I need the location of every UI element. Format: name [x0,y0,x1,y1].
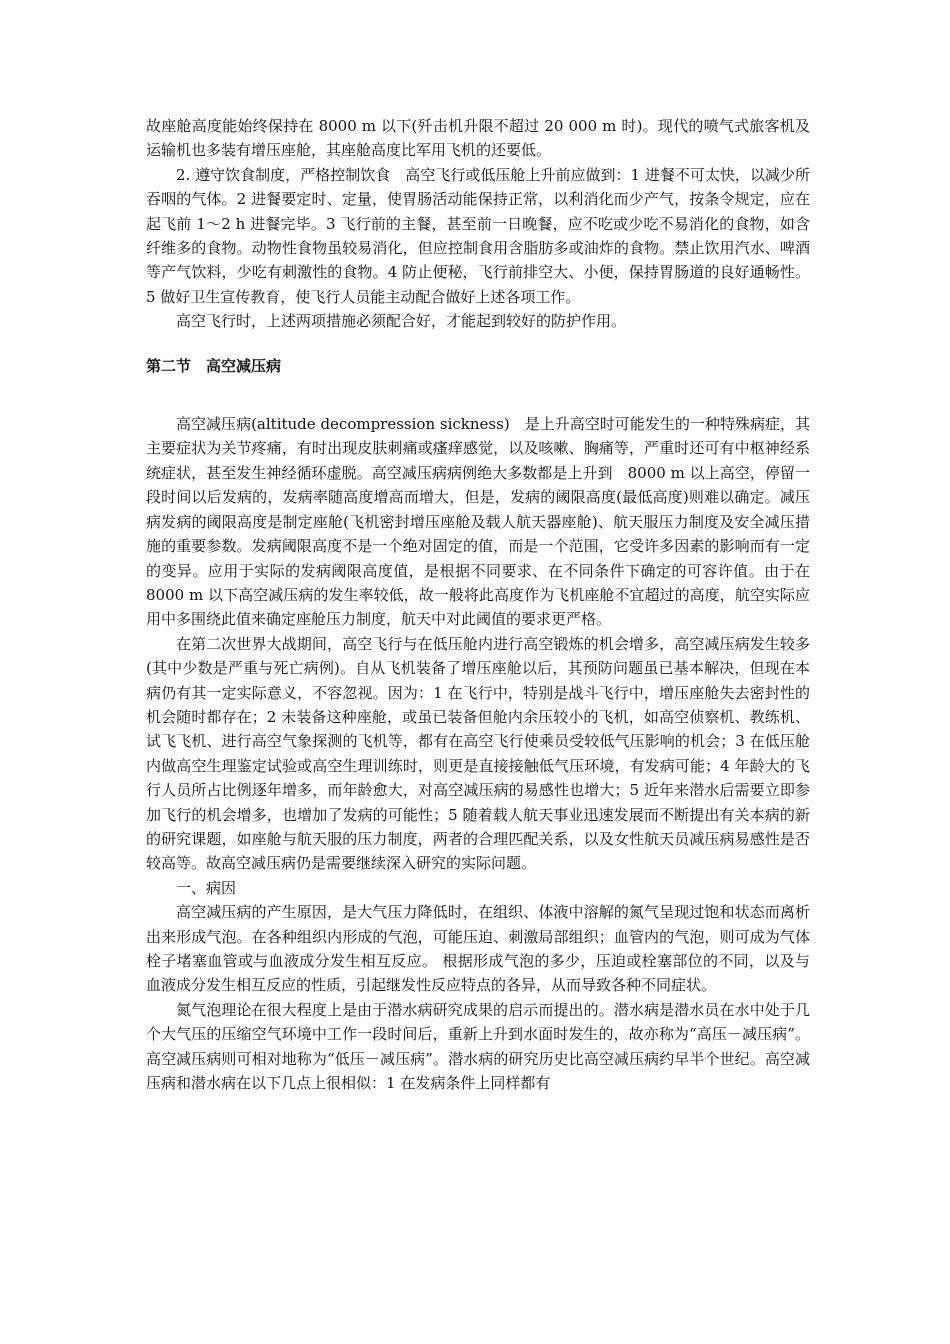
paragraph-nitrogen-bubble-theory: 氮气泡理论在很大程度上是由于潜水病研究成果的启示而提出的。潜水病是潜水员在水中处于几个大气压的压缩空气环境中工作一段时间后，重新上升到水面时发生的，故亦称为“高压－减压病”。高空减压病则可相对地称为“低压－减压病”。潜水病的研究历史比高空减压病约早半个世纪。高空减压病和潜水病在以下几点上很相似：1 在发病条件上同样都有 [146,1000,810,1093]
paragraph-cabin-altitude: 故座舱高度能始终保持在 8000 m 以下(歼击机升限不超过 20 000 m 时)。现代的喷气式旅客机及运输机也多装有增压座舱，其座舱高度比军用飞机的还要低。 [146,117,810,160]
paragraph-wwii-history: 在第二次世界大战期间，高空飞行与在低压舱内进行高空锻炼的机会增多，高空减压病发生较多(其中少数是严重与死亡病例)。自从飞机装备了增压座舱以后，其预防问题虽已基本解决，但现在本病仍有其一定实际意义，不容忽视。因为：1 在飞行中，特别是战斗飞行中，增压座舱失去密封性的机会随时都存在；2 未装备这种座舱，或虽已装备但舱内余压较小的飞机，如高空侦察机、教练机、试飞飞机、进行高空气象探测的飞机等，都有在高空飞行使乘员受较低气压影响的机会；3 在低压舱内做高空生理鉴定试验或高空生理训练时，则更是直接接触低气压环境，有发病可能；4 年龄大的飞行人员所占比例逐年增多，而年龄愈大，对高空减压病的易感性也增大；5 近年来潜水后需要立即参加飞行的机会增多，也增加了发病的可能性；5 随着载人航天事业迅速发展而不断提出有关本病的新的研究课题，如座舱与航天服的压力制度，两者的合理匹配关系，以及女性航天员减压病易感性是否较高等。故高空减压病仍是需要继续深入研究的实际问题。 [146,634,810,873]
document-page [146,114,810,1095]
subheading-cause: 一、病因 [176,878,237,897]
paragraph-protection-summary: 高空飞行时，上述两项措施必须配合好，才能起到较好的防护作用。 [176,312,627,331]
paragraph-diet-control: 2. 遵守饮食制度，严格控制饮食 高空飞行或低压舱上升前应做到：1 进餐不可太快，以减少所吞咽的气体。2 进餐要定时、定量，使胃肠活动能保持正常，以利消化而少产气，按条令规定，应在起飞前 1～2 h 进餐完毕。3 飞行前的主餐，甚至前一日晚餐，应不吃或少吃不易消化的食物，如含纤维多的食物。动物性食物虽较易消化，但应控制食用含脂肪多或油炸的食物。禁止饮用汽水、啤酒等产气饮料，少吃有刺激性的食物。4 防止便秘，飞行前排空大、小便，保持胃肠道的良好通畅性。5 做好卫生宣传教育，使飞行人员能主动配合做好上述各项工作。 [146,165,810,306]
section-title: 第二节 高空减压病 [146,356,282,375]
paragraph-decompression-definition: 高空减压病(altitude decompression sickness) 是上升高空时可能发生的一种特殊病症，其主要症状为关节疼痛，有时出现皮肤刺痛或瘙痒感觉，以及咳嗽、胸痛等，严重时还可有中枢神经系统症状，甚至发生神经循环虚脱。高空减压病病例绝大多数都是上升到 8000 m 以上高空，停留一段时间以后发病的，发病率随高度增高而增大，但是，发病的阈限高度(最低高度)则难以确定。减压病发病的阈限高度是制定座舱(飞机密封增压座舱及载人航天器座舱)、航天服压力制度及安全减压措施的重要参数。发病阈限高度不是一个绝对固定的值，而是一个范围，它受许多因素的影响而有一定的变异。应用于实际的发病阈限高度值，是根据不同要求、在不同条件下确定的可容许值。由于在 8000 m 以下高空减压病的发生率较低，故一般将此高度作为飞机座舱不宜超过的高度，航空实际应用中多围绕此值来确定座舱压力制度，航天中对此阈值的要求更严格。 [146,415,810,629]
paragraph-cause-explanation: 高空减压病的产生原因，是大气压力降低时，在组织、体液中溶解的氮气呈现过饱和状态而离析出来形成气泡。在各种组织内形成的气泡，可能压迫、刺激局部组织；血管内的气泡，则可成为气体栓子堵塞血管或与血液成分发生相互反应。 根据形成气泡的多少，压迫或栓塞部位的不同，以及与血液成分发生相互反应的性质，引起继发性反应特点的各异，从而导致各种不同症状。 [146,903,810,995]
